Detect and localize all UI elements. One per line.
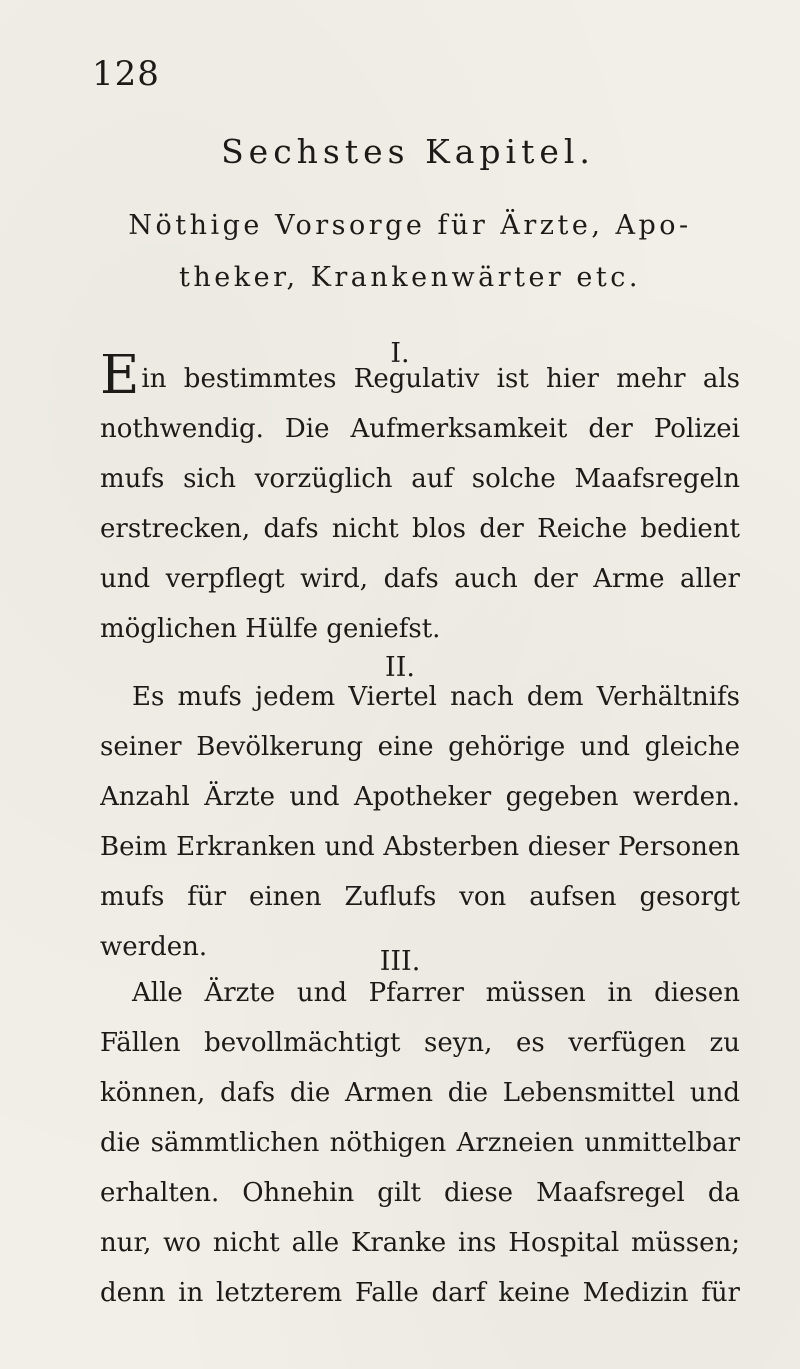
paragraph-line: und verpflegt wird, dafs auch der Arme aller xyxy=(100,564,740,594)
paragraph-line: Ein bestimmtes Regulativ ist hier mehr als xyxy=(100,354,740,404)
paragraph-line: Anzahl Ärzte und Apotheker gegeben werden. xyxy=(100,782,740,812)
paragraph-line: Beim Erkranken und Absterben dieser Personen xyxy=(100,832,740,862)
drop-cap: E xyxy=(100,354,140,404)
paragraph-line: möglichen Hülfe geniefst. xyxy=(100,614,441,644)
paragraph-line: nur, wo nicht alle Kranke ins Hospital müssen; xyxy=(100,1228,740,1258)
chapter-subtitle xyxy=(95,200,725,304)
section-2-paragraph xyxy=(100,672,740,972)
paragraph-line: Fällen bevollmächtigt seyn, es verfügen zu xyxy=(100,1028,740,1058)
paragraph-line: seiner Bevölkerung eine gehörige und gleiche xyxy=(100,732,740,762)
section-numeral-1: I. xyxy=(390,338,410,369)
subtitle-line: Nöthige Vorsorge für Ärzte, Apo- xyxy=(128,210,692,241)
paragraph-line: mufs sich vorzüglich auf solche Maafsregeln xyxy=(100,464,740,494)
paragraph-line: denn in letzterem Falle darf keine Medizin für xyxy=(100,1278,740,1308)
paragraph-line: Alle Ärzte und Pfarrer müssen in diesen xyxy=(132,978,740,1008)
section-3-paragraph xyxy=(100,968,740,1318)
paragraph-line: nothwendig. Die Aufmerksamkeit der Polizei xyxy=(100,414,740,444)
paragraph-line: erhalten. Ohnehin gilt diese Maafsregel da xyxy=(100,1178,740,1208)
paragraph-line: werden. xyxy=(100,932,208,962)
section-numeral-2: II. xyxy=(385,652,415,683)
section-numeral-3: III. xyxy=(379,946,421,977)
section-1-paragraph xyxy=(100,354,740,654)
paragraph-line: können, dafs die Armen die Lebensmittel und xyxy=(100,1078,740,1108)
page-number: 128 xyxy=(92,54,160,94)
paragraph-line: die sämmtlichen nöthigen Arzneien unmittelbar xyxy=(100,1128,740,1158)
paragraph-line: erstrecken, dafs nicht blos der Reiche bedient xyxy=(100,514,740,544)
paragraph-line: Es mufs jedem Viertel nach dem Verhältnifs xyxy=(132,682,740,712)
paragraph-line: mufs für einen Zuflufs von aufsen gesorgt xyxy=(100,882,740,912)
subtitle-line: theker, Krankenwärter etc. xyxy=(179,262,641,293)
chapter-title: Sechstes Kapitel. xyxy=(221,132,595,171)
